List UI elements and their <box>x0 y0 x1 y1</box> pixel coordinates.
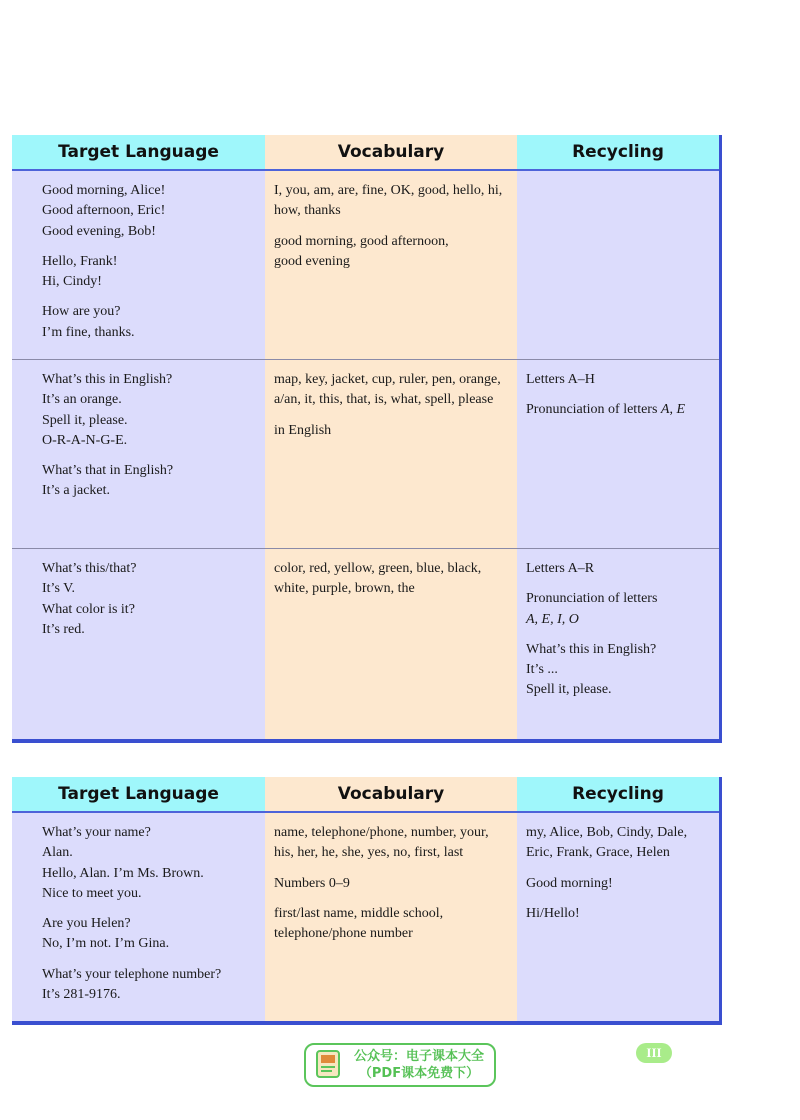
book-icon <box>314 1048 344 1082</box>
header-vocabulary: Vocabulary <box>265 777 517 811</box>
header-recycling: Recycling <box>517 777 719 811</box>
table-row <box>12 813 719 1021</box>
logo-line-1: 公众号：电子课本大全 <box>353 1049 484 1064</box>
vocabulary-cell: map, key, jacket, cup, ruler, pen, orange, a/an, it, this, that, is, what, spell, please in English <box>265 360 517 548</box>
header-target-language: Target Language <box>12 135 265 169</box>
table-row <box>12 549 719 739</box>
logo-line-2: （PDF课本免费下） <box>358 1066 480 1081</box>
watermark-logo <box>304 1043 496 1087</box>
header-target-language: Target Language <box>12 777 265 811</box>
curriculum-table-1 <box>12 135 722 743</box>
target-language-cell: Good morning, Alice! Good afternoon, Eric! Good evening, Bob! Hello, Frank! Hi, Cindy! How are you? I’m fine, thanks. <box>12 171 265 359</box>
vocabulary-cell: name, telephone/phone, number, your, his, her, he, she, yes, no, first, last Numbers 0–9 first/last name, middle school, telephone/phone number <box>265 813 517 1021</box>
recycling-cell: Letters A–R Pronunciation of letters A, E, I, O What’s this in English? It’s ... Spell it, please. <box>517 549 719 739</box>
vocabulary-cell: I, you, am, are, fine, OK, good, hello, hi, how, thanks good morning, good afternoon, good evening <box>265 171 517 359</box>
recycling-cell <box>517 171 719 359</box>
target-language-cell: What’s this/that? It’s V. What color is it? It’s red. <box>12 549 265 739</box>
table-row <box>12 360 719 549</box>
table-row <box>12 171 719 360</box>
table-header <box>12 777 719 813</box>
header-vocabulary: Vocabulary <box>265 135 517 169</box>
target-language-cell: What’s this in English? It’s an orange. Spell it, please. O-R-A-N-G-E. What’s that in English? It’s a jacket. <box>12 360 265 548</box>
table-header <box>12 135 719 171</box>
page-number: III <box>636 1043 672 1063</box>
recycling-cell: Letters A–H Pronunciation of letters A, E <box>517 360 719 548</box>
vocabulary-cell: color, red, yellow, green, blue, black, white, purple, brown, the <box>265 549 517 739</box>
target-language-cell: What’s your name? Alan. Hello, Alan. I’m Ms. Brown. Nice to meet you. Are you Helen? No, I’m not. I’m Gina. What’s your telephone number? It’s 281-9176. <box>12 813 265 1021</box>
recycling-cell: my, Alice, Bob, Cindy, Dale, Eric, Frank, Grace, Helen Good morning! Hi/Hello! <box>517 813 719 1021</box>
pronunciation-line: Pronunciation of letters A, E <box>526 402 686 418</box>
header-recycling: Recycling <box>517 135 719 169</box>
curriculum-table-2 <box>12 777 722 1025</box>
